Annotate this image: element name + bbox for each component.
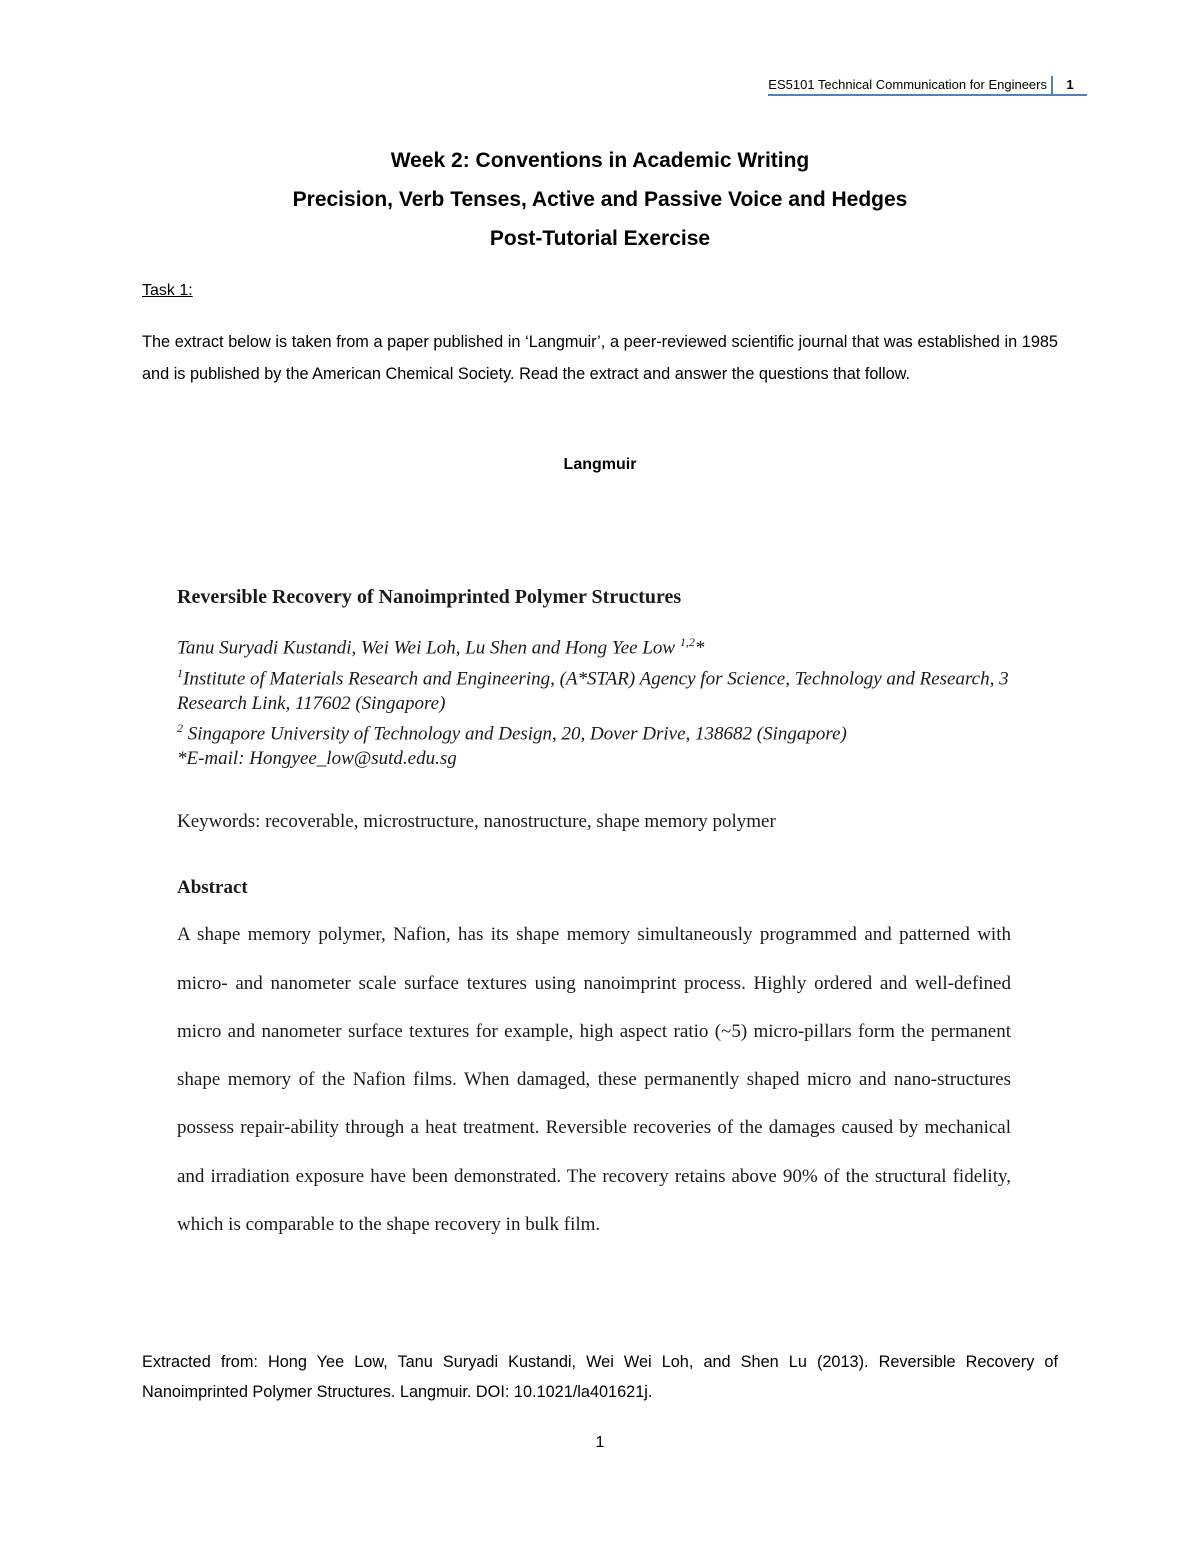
- citation: Extracted from: Hong Yee Low, Tanu Suryadi Kustandi, Wei Wei Loh, and Shen Lu (2013). Reversible Recovery of Nanoimprinted Polymer Structures. Langmuir. DOI: 10.1021/la401621j.: [142, 1353, 1058, 1401]
- affiliation-1-text: Institute of Materials Research and Engineering, (A*STAR) Agency for Science, Technology and Research, 3 Research Link, 117602 (Singapore): [177, 668, 1009, 714]
- header-page-number: 1: [1051, 76, 1087, 96]
- title-topics: Precision, Verb Tenses, Active and Passive Voice and Hedges: [292, 188, 908, 211]
- paper-title: Reversible Recovery of Nanoimprinted Polymer Structures: [177, 586, 682, 608]
- title-exercise: Post-Tutorial Exercise: [489, 227, 711, 250]
- affiliation-1-mark: 1: [177, 665, 183, 680]
- paper-authors: [177, 630, 1011, 661]
- authors-affil-mark: 1,2: [679, 635, 695, 649]
- abstract-heading: Abstract: [177, 877, 248, 899]
- task-intro: The extract below is taken from a paper published in ‘Langmuir’, a peer-reviewed scientific journal that was established in 1985 and is published by the American Chemical Society. Read the extract and answer the questions that follow.: [142, 333, 1058, 383]
- affiliation-2-text: Singapore University of Technology and Design, 20, Dover Drive, 138682 (Singapore): [183, 723, 847, 745]
- corresponding-star: *: [694, 637, 705, 659]
- task-label: Task 1:: [142, 282, 193, 299]
- affiliation-1: [177, 661, 1011, 716]
- journal-name: Langmuir: [563, 456, 637, 473]
- affiliation-2: [177, 716, 1011, 747]
- abstract-text: A shape memory polymer, Nafion, has its shape memory simultaneously programmed and patterned with micro- and nanometer scale surface textures using nanoimprint process. Highly ordered and well-defined micro and nanometer surface textures for example, high aspect ratio (~5) micro-pillars form the permanent shape memory of the Nafion films. When damaged, these permanently shaped micro and nano-structures possess repair-ability through a heat treatment. Reversible recoveries of the damages caused by mechanical and irradiation exposure have been demonstrated. The recovery retains above 90% of the structural fidelity, which is comparable to the shape recovery in bulk film.: [177, 924, 1011, 1235]
- paper-extract: [177, 584, 1011, 1249]
- course-title: ES5101 Technical Communication for Engineers: [768, 76, 1051, 96]
- footer-page-number: 1: [595, 1434, 605, 1451]
- authors-names: Tanu Suryadi Kustandi, Wei Wei Loh, Lu Shen and Hong Yee Low: [177, 637, 676, 659]
- title-week: Week 2: Conventions in Academic Writing: [390, 149, 810, 172]
- affiliation-2-mark: 2: [177, 721, 183, 736]
- keywords: Keywords: recoverable, microstructure, nanostructure, shape memory polymer: [177, 811, 776, 833]
- contact-email: *E-mail: Hongyee_low@sutd.edu.sg: [177, 747, 457, 769]
- running-header: [768, 76, 1087, 96]
- document-titles: [0, 146, 1200, 263]
